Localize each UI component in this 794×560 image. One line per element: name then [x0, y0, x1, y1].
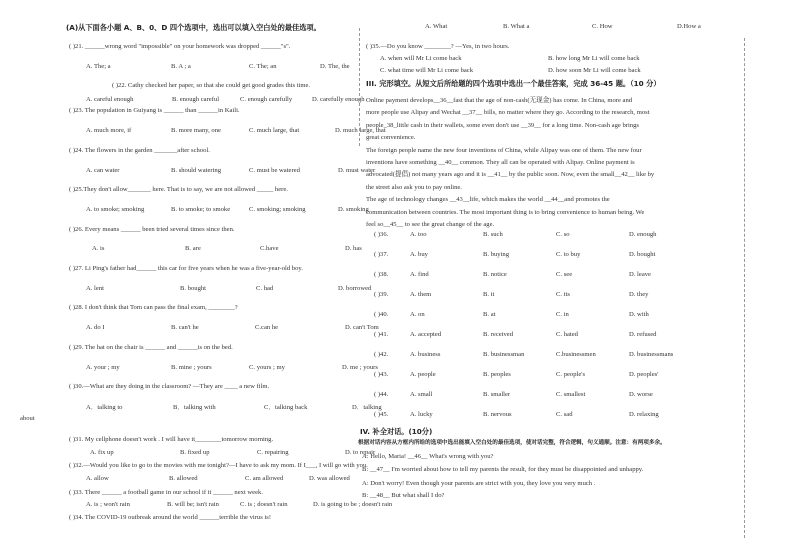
passage-line: Online payment develops__36__fast that the age of non-cash(无现金) has come. In China, more and — [366, 97, 633, 104]
option-a: A. small — [410, 391, 433, 398]
question-number: ( )43. — [374, 371, 389, 378]
question-number: ( )40. — [374, 311, 389, 318]
question-number: ( )37. — [374, 251, 389, 258]
option-d: D. with — [629, 311, 649, 318]
left-line: A. is ; won't rain — [86, 501, 130, 508]
option-a: A. too — [410, 231, 427, 238]
right_bottom-line: B: __48__ But what shall I do? — [362, 492, 445, 499]
left-line: C. How — [592, 23, 613, 30]
left-line: B. What a — [503, 23, 530, 30]
left-line: B．talking with — [173, 404, 216, 411]
option-d: D. bought — [629, 251, 656, 258]
question-number: ( )38. — [374, 271, 389, 278]
option-c: C.businessmen — [556, 351, 596, 358]
left-line: A．talking to — [86, 404, 123, 411]
option-c: C. smallest — [556, 391, 586, 398]
right_bottom-line: A: Hello, Maria! __46__ What's wrong with you? — [362, 453, 494, 460]
left-line: ( )27. Li Ping's father had______ this car for five years when he was a five-year-old boy. — [69, 265, 303, 272]
left-line: ( )32.—Would you like to go to the movies with me tonight?—I have to ask my mom. If I___, I will go with you. — [69, 462, 368, 469]
left-line: A. careful enough — [86, 96, 134, 103]
left-line: ( )31. My cellphone doesn't work . I will have it________tomorrow morning. — [69, 436, 274, 443]
right_bottom-line: B: __47__ I'm worried about how to tell my parents the result, for they must be disappointed and unhappy. — [362, 466, 644, 473]
option-b: B. smaller — [483, 391, 511, 398]
left-line: B. should watering — [171, 167, 221, 174]
option-b: B. received — [483, 331, 514, 338]
left-line: A. The; a — [86, 63, 111, 70]
left-line: B. to smoke; to smoke — [171, 206, 231, 213]
left-line: ( )21. ______wrong word "impossible" on your homework was dropped ______"s". — [69, 43, 291, 50]
left-line: C. smoking; smoking — [249, 206, 306, 213]
question-number: ( )41. — [374, 331, 389, 338]
option-a: A. on — [410, 311, 425, 318]
right_bottom-line: A: Don't worry! Even though your parents are strict with you, they love you very much . — [362, 480, 596, 487]
option-b: B. peoples — [483, 371, 511, 378]
left-line: B. enough careful — [172, 96, 220, 103]
question-number: ( )36. — [374, 231, 389, 238]
left-line: D. has — [345, 245, 362, 252]
left-line: C. am allowed — [245, 475, 284, 482]
left-line: ( )33. There ______ a football game in our school if it ______ next week. — [69, 489, 263, 496]
left-line: C. yours ; my — [249, 364, 285, 371]
left-line: D. must water — [338, 167, 376, 174]
left-line: D. The, the — [320, 63, 350, 70]
passage-line: The age of technology changes __43__life, which makes the world __44__and promotes the — [366, 196, 610, 204]
question-number: ( )42. — [374, 351, 389, 358]
right_bottom-line: IV. 补全对话。(10分) — [360, 427, 433, 436]
option-c: C. people's — [556, 371, 586, 378]
right_top-line: B. how long Mr Li will come back — [548, 55, 640, 62]
left-line: C.can he — [255, 324, 279, 331]
option-a: A. accepted — [410, 331, 442, 338]
option-b: B. such — [483, 231, 503, 238]
option-d: D. leave — [629, 271, 651, 278]
option-a: A. them — [410, 291, 432, 298]
left-line: D. to repair — [345, 449, 376, 456]
option-a: A. business — [410, 351, 441, 358]
left-line: A. What — [425, 23, 448, 30]
option-c: C. in — [556, 311, 569, 318]
passage-line: people_38_little cash in their wallets, some even don't use __39__ for a long time. Non-cash age brings — [366, 121, 639, 129]
left-line: B. A ; a — [171, 63, 191, 70]
left-line: A. fix up — [90, 449, 114, 456]
option-a: A. people — [410, 371, 436, 378]
left-line: D. was allowed — [309, 475, 350, 482]
column-divider — [359, 28, 360, 146]
option-a: A. buy — [410, 251, 428, 258]
option-c: C. sad — [556, 411, 573, 418]
cloze-passage — [366, 95, 714, 231]
left-line: B. more many, one — [171, 127, 221, 134]
right_bottom-line: 根据对话内容从方框内所给的选项中选出能填入空白处的最佳选项，使对话完整，符合逻辑，句义通顺。注意：有两项多余。 — [358, 440, 666, 446]
option-b: B. at — [483, 311, 496, 318]
left-line: D. much large, that — [335, 127, 386, 134]
passage-line: great convenience. — [366, 134, 416, 142]
option-c: C. its — [556, 291, 570, 298]
left-line: ( )34. The COVID-19 outbreak around the world ______terrible the virus is! — [69, 514, 272, 521]
left-line: (A)从下面各小题 A、B、0、D 四个选项中，选出可以填入空白处的最佳选项。 — [66, 23, 321, 32]
left-line: A. to smoke; smoking — [86, 206, 145, 213]
right_top-line: D. how soon Mr Li will come back — [548, 67, 641, 74]
option-d: D. peoples' — [629, 371, 659, 378]
left-line: B. allowed — [169, 475, 198, 482]
option-c: C. hated — [556, 331, 578, 338]
left-line: D.How a — [677, 23, 701, 30]
left-line: A. can water — [86, 167, 120, 174]
left-line: C. The; an — [249, 63, 277, 70]
option-c: C. so — [556, 231, 570, 238]
left-line: A. your ; my — [86, 364, 120, 371]
left-line: B. bought — [180, 285, 207, 292]
left-line: C. enough carefully — [240, 96, 293, 103]
passage-line: the street also ask you to pay online. — [366, 183, 462, 191]
margin-rule — [744, 38, 745, 538]
left-line: A. much more, if — [86, 127, 132, 134]
left-line: D．talking — [352, 404, 382, 411]
right_top-line: C. what time will Mr Li come back — [380, 67, 474, 74]
left-line: D. smoking — [338, 206, 369, 213]
question-number: ( )39. — [374, 291, 389, 298]
left-line: ( )30.—What are they doing in the classroom? —They are ____ a new film. — [69, 383, 270, 390]
left-line: D. is going to be ; doesn't rain — [313, 501, 393, 508]
option-d: D. enough — [629, 231, 657, 238]
left-line: ( )23. The population in Guiyang is ______ than ______in Kaili. — [69, 107, 240, 114]
left-line: C. repairing — [257, 449, 289, 456]
option-b: B. it — [483, 291, 495, 298]
left-line: about — [20, 415, 35, 422]
option-a: A. lucky — [410, 411, 433, 418]
left-line: C.have — [260, 245, 279, 252]
left-line: D. me ; yours — [342, 364, 378, 371]
left-line: D. can't Tom — [345, 324, 379, 331]
left-line: A. do I — [86, 324, 105, 331]
question-number: ( )45. — [374, 411, 389, 418]
left-line: A. lent — [86, 285, 104, 292]
left-line: C. must be watered — [249, 167, 300, 174]
option-d: D. refused — [629, 331, 657, 338]
left-line: A. is — [92, 245, 105, 252]
question-number: ( )44. — [374, 391, 389, 398]
option-d: D. worse — [629, 391, 653, 398]
right_top-line: III. 完形填空。从短文后所给题的四个选项中选出一个最佳答案，完成 36-45 题。（10 分） — [366, 79, 661, 88]
option-b: B. nervous — [483, 411, 512, 418]
left-line: ( )26. Every means ______ been tried several times since then. — [69, 226, 235, 233]
left-line: ( )28. I don't think that Tom can pass the final exam, ________? — [69, 304, 238, 311]
left-line: C. is ; doesn't rain — [240, 501, 288, 508]
left-line: B. fixed up — [180, 449, 210, 456]
left-line: ( )25.They don't allow_______ here. That is to say, we are not allowed _____ here. — [69, 186, 288, 193]
left-line: C. much large, that — [249, 127, 300, 134]
left-line: ( )24. The flowers in the garden _______after school. — [69, 147, 210, 154]
left-line: D. borrowed — [338, 285, 372, 292]
left-line: C．talking back — [264, 404, 308, 411]
left-line: C. had — [256, 285, 274, 292]
left-line: ( )22. Cathy checked her paper, so that she could get good grades this time. — [112, 82, 311, 89]
passage-line: The foreign people name the new four inventions of China, while Alipay was one of them. The new four — [366, 146, 642, 154]
passage-line: inventions have something __40__ common. They all can be operated with Alipay. Online payment is — [366, 159, 635, 167]
left-line: B. mine ; yours — [171, 364, 212, 371]
passage-line: advocated(提倡) not many years ago and it is __41__ by the public soon. Now, even the small__42__ like by — [366, 171, 655, 179]
option-b: B. businessman — [483, 351, 525, 358]
passage-line: feel so__45__ to see the great change of the age. — [366, 221, 495, 229]
right_top-line: A. when will Mr Li come back — [380, 55, 462, 62]
left-line: B. are — [185, 245, 201, 252]
option-c: C. see — [556, 271, 573, 278]
left-line: B. can't he — [171, 324, 199, 331]
left-line: D. carefully enough — [312, 96, 365, 103]
option-d: D. they — [629, 291, 649, 298]
left-line: B. will be; isn't rain — [167, 501, 219, 508]
option-b: B. notice — [483, 271, 507, 278]
option-c: C. to buy — [556, 251, 581, 258]
passage-line: more people use Alipay and Wechat __37__ bills, no matter where they go. According to the research, most — [366, 109, 650, 117]
passage-line: communication between countries. The most important thing is to bring convenience to human being. We — [366, 208, 645, 216]
left-line: ( )29. The hat on the chair is ______ and ______is on the bed. — [69, 344, 233, 351]
right_top-line: ( )35.—Do you know ________? —Yes, in two hours. — [366, 43, 510, 50]
option-b: B. buying — [483, 251, 510, 258]
option-a: A. find — [410, 271, 429, 278]
option-d: D. relaxing — [629, 411, 659, 418]
option-d: D. businessmans — [629, 351, 674, 358]
left-line: A. allow — [86, 475, 109, 482]
